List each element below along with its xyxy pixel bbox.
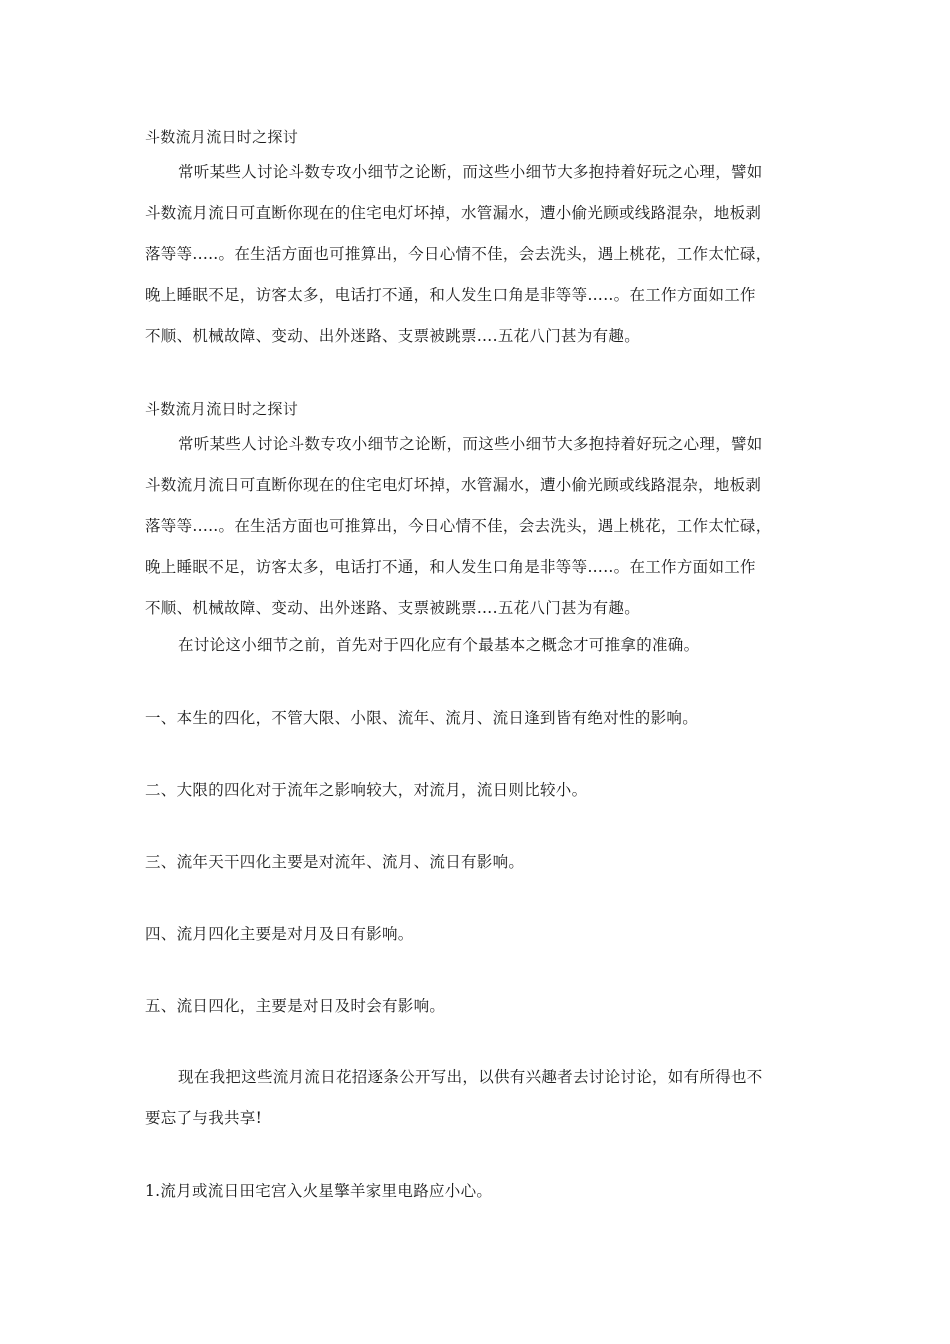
rule-item: 三、流年天干四化主要是对流年、流月、流日有影响。 <box>145 853 525 871</box>
section-2-paragraph-line: 晚上睡眠不足，访客太多，电话打不通，和人发生口角是非等等…..。在工作方面如工作 <box>145 558 756 576</box>
section-2-intro: 在讨论这小细节之前，首先对于四化应有个最基本之概念才可推拿的准确。 <box>178 636 700 654</box>
section-1-paragraph-line: 落等等.....。在生活方面也可推算出，今日心情不佳，会去洗头，遇上桃花，工作太忙碌， <box>145 245 772 263</box>
section-2-title: 斗数流月流日时之探讨 <box>145 400 299 418</box>
section-2-paragraph-line: 斗数流月流日可直断你现在的住宅电灯坏掉，水管漏水，遭小偷光顾或线路混杂，地板剥 <box>145 476 762 494</box>
rule-item: 五、流日四化，主要是对日及时会有影响。 <box>145 997 446 1015</box>
closing-paragraph-line: 要忘了与我共享! <box>145 1109 263 1127</box>
section-2-paragraph-line: 落等等.....。在生活方面也可推算出，今日心情不佳，会去洗头，遇上桃花，工作太忙碌， <box>145 517 772 535</box>
section-1-title: 斗数流月流日时之探讨 <box>145 128 299 146</box>
closing-paragraph-line: 现在我把这些流月流日花招逐条公开写出，以供有兴趣者去讨论讨论，如有所得也不 <box>178 1068 763 1086</box>
section-1-paragraph-line: 不顺、机械故障、变动、出外迷路、支票被跳票….五花八门甚为有趣。 <box>145 327 641 345</box>
section-1-paragraph-line: 常听某些人讨论斗数专攻小细节之论断，而这些小细节大多抱持着好玩之心理，譬如 <box>178 163 763 181</box>
section-1-paragraph-line: 斗数流月流日可直断你现在的住宅电灯坏掉，水管漏水，遭小偷光顾或线路混杂，地板剥 <box>145 204 762 222</box>
rule-item: 二、大限的四化对于流年之影响较大，对流月，流日则比较小。 <box>145 781 588 799</box>
section-1-paragraph-line: 晚上睡眠不足，访客太多，电话打不通，和人发生口角是非等等…..。在工作方面如工作 <box>145 286 756 304</box>
section-2-paragraph-line: 不顺、机械故障、变动、出外迷路、支票被跳票….五花八门甚为有趣。 <box>145 599 641 617</box>
rule-item: 四、流月四化主要是对月及日有影响。 <box>145 925 414 943</box>
numbered-item: 1.流月或流日田宅宫入火星擎羊家里电路应小心。 <box>145 1182 493 1200</box>
rule-item: 一、本生的四化，不管大限、小限、流年、流月、流日逢到皆有绝对性的影响。 <box>145 709 699 727</box>
section-2-paragraph-line: 常听某些人讨论斗数专攻小细节之论断，而这些小细节大多抱持着好玩之心理，譬如 <box>178 435 763 453</box>
